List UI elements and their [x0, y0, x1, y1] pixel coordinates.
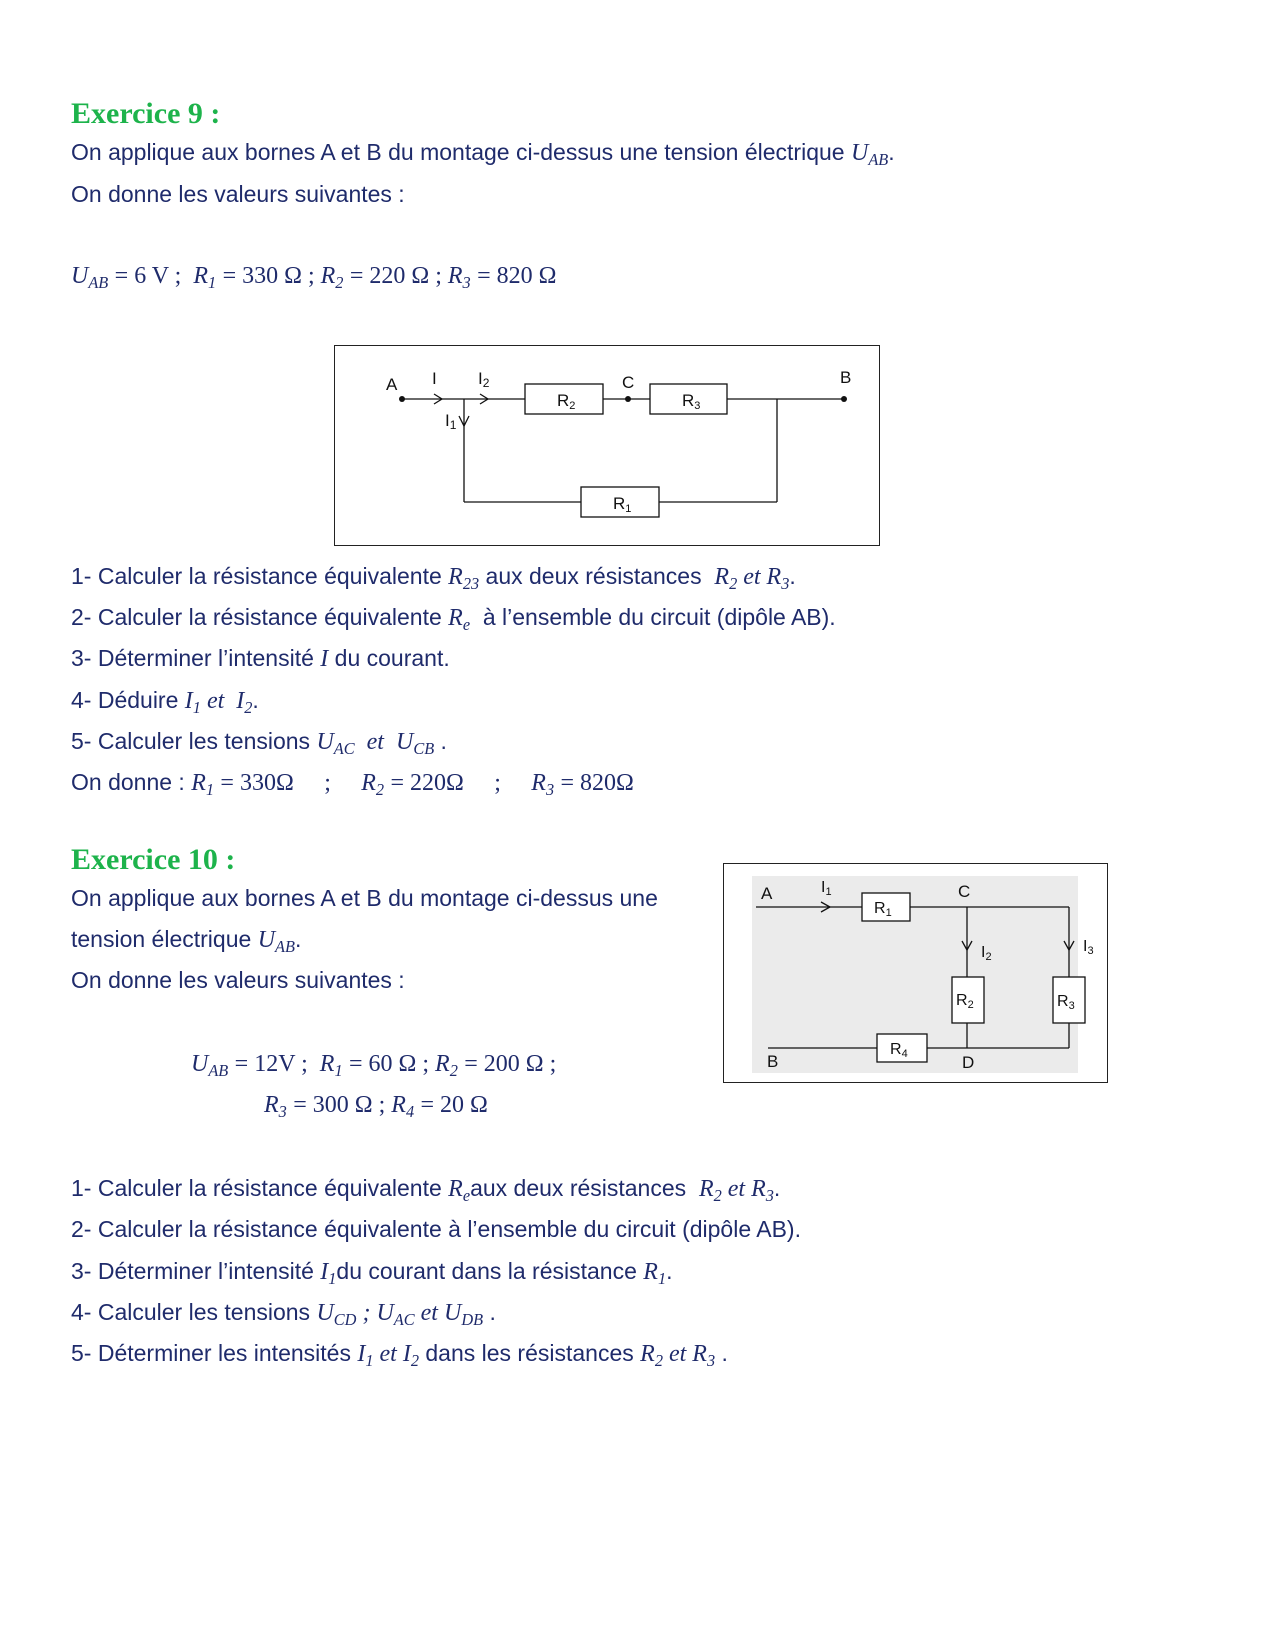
ex10-intro-line3: On donne les valeurs suivantes : — [71, 967, 405, 993]
ex9-current-i-label: I — [432, 369, 437, 388]
ex9-current-i1-label: I1 — [445, 411, 457, 432]
ex10-node-c-label: C — [958, 882, 971, 901]
ex10-given-values-line2: $R_3 = 300$ Ω ; $R_4 = 20$ Ω — [264, 1092, 488, 1121]
ex10-r4-label: R4 — [890, 1041, 908, 1060]
ex9-node-b-label: B — [840, 368, 852, 387]
ex9-given-values: $U_{AB} = 6$ V ; $R_1 = 330$ Ω ; $R_2 = 220$ Ω ; $R_3 = 820$ Ω — [71, 263, 557, 292]
exercise-10-title: Exercice 10 : — [71, 843, 236, 876]
ex10-question-3: 3- Déterminer l’intensité $I_1du$ courant dans la résistance $R_1$. — [71, 1258, 673, 1288]
ex9-r1-label: R1 — [613, 494, 632, 515]
ex10-node-b-label: B — [767, 1052, 779, 1071]
ex9-node-a-label: A — [386, 375, 398, 394]
ex9-circuit-figure — [334, 345, 880, 546]
ex9-question-5: 5- Calculer les tensions $U_{AC}$ et $U_{CB}$ . — [71, 728, 447, 758]
ex10-r1-label: R1 — [874, 900, 892, 919]
ex9-given-line: On donne : $R_1 = 330\Omega$ ; $R_2 = 220\Omega$ ; $R_3 = 820\Omega$ — [71, 769, 634, 799]
ex9-question-1: 1- Calculer la résistance équivalente $R_{23}$ aux deux résistances $R_2$ et $R_3$. — [71, 563, 796, 593]
ex10-intro-line1: On applique aux bornes A et B du montage ci-dessus une — [71, 885, 658, 911]
ex10-current-i3-label: I3 — [1083, 938, 1094, 957]
ex9-intro-line1: On applique aux bornes A et B du montage ci-dessus une tension électrique $U_{AB}$. — [71, 139, 895, 169]
ex10-question-2: 2- Calculer la résistance équivalente à l’ensemble du circuit (dipôle AB). — [71, 1216, 801, 1242]
ex9-current-i2-label: I2 — [478, 369, 490, 390]
exercise-9-title: Exercice 9 : — [71, 97, 221, 130]
ex9-r3-label: R3 — [682, 391, 701, 412]
ex10-r3-label: R3 — [1057, 993, 1075, 1012]
ex10-question-5: 5- Déterminer les intensités $I_1$ et $I_2$ dans les résistances $R_2$ et $R_3$ . — [71, 1340, 728, 1370]
ex9-question-3: 3- Déterminer l’intensité I du courant. — [71, 645, 450, 672]
ex9-question-2: 2- Calculer la résistance équivalente $R_e$ à l’ensemble du circuit (dipôle AB). — [71, 604, 836, 634]
ex10-question-1: 1- Calculer la résistance équivalente $R_eaux$ deux résistances $R_2$ et $R_3$. — [71, 1175, 781, 1205]
ex10-current-i2-label: I2 — [981, 944, 992, 963]
ex10-r2-label: R2 — [956, 992, 974, 1011]
ex10-question-4: 4- Calculer les tensions $U_{CD}$ ; $U_{AC}$ et $U_{DB}$ . — [71, 1299, 496, 1329]
ex10-node-d-label: D — [962, 1053, 975, 1072]
ex9-node-c-label: C — [622, 373, 635, 392]
ex10-given-values-line1: $U_{AB} = 12V$ ; $R_1 = 60$ Ω ; $R_2 = 200$ Ω ; — [191, 1051, 557, 1080]
ex9-question-4: 4- Déduire $I_1$ et $I_2$. — [71, 687, 259, 717]
ex9-r2-label: R2 — [557, 391, 576, 412]
ex10-current-i1-label: I1 — [821, 879, 832, 898]
ex10-node-a-label: A — [761, 884, 773, 903]
ex10-circuit-figure — [723, 863, 1108, 1083]
ex9-intro-line2: On donne les valeurs suivantes : — [71, 181, 405, 207]
ex10-intro-line2: tension électrique $U_{AB}$. — [71, 926, 302, 956]
